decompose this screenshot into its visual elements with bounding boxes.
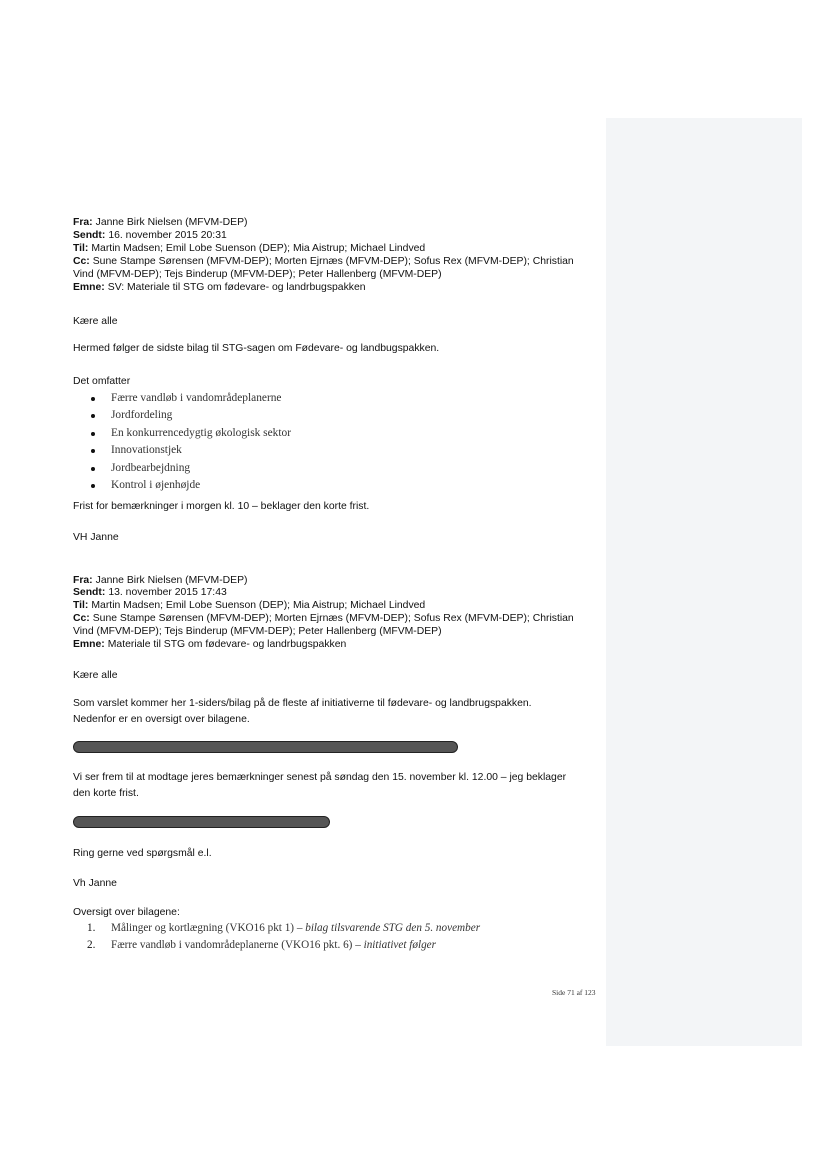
redaction-bar [73,741,458,753]
sent-value: 13. november 2015 17:43 [108,587,227,598]
bullet-icon [91,397,95,401]
scan-shadow-strip [606,118,802,1046]
signoff: Vh Janne [73,878,117,889]
overview-title: Oversigt over bilagene: [73,907,180,918]
body-text: Som varslet kommer her 1-siders/bilag på de fleste af initiativerne til fødevare- og landbrugspakken. [73,698,532,709]
list-item: Jordfordeling [73,407,291,424]
bullet-icon [91,414,95,418]
signoff: VH Janne [73,532,119,543]
list-item: 1. Målinger og kortlægning (VKO16 pkt 1) – bilag tilsvarende STG den 5. november [87,922,481,934]
cc-line-cont: Vind (MFVM-DEP); Tejs Binderup (MFVM-DEP); Peter Hallenberg (MFVM-DEP) [73,269,442,280]
subject-line: Emne: Materiale til STG om fødevare- og landrbugspakken [73,639,347,650]
body-text: Nedenfor er en oversigt over bilagene. [73,714,250,725]
cc-line-cont: Vind (MFVM-DEP); Tejs Binderup (MFVM-DEP); Peter Hallenberg (MFVM-DEP) [73,626,442,637]
list-intro: Det omfatter [73,376,131,387]
greeting: Kære alle [73,670,118,681]
subject-value: Materiale til STG om fødevare- og landrbugspakken [107,639,347,650]
deadline-text: Frist for bemærkninger i morgen kl. 10 – beklager den korte frist. [73,501,370,512]
call-text: Ring gerne ved spørgsmål e.l. [73,848,212,859]
cc-line: Cc: Sune Stampe Sørensen (MFVM-DEP); Morten Ejrnæs (MFVM-DEP); Sofus Rex (MFVM-DEP); Christian [73,613,574,624]
subject-value: SV: Materiale til STG om fødevare- og landrbugspakken [107,282,366,293]
cc-value: Sune Stampe Sørensen (MFVM-DEP); Morten Ejrnæs (MFVM-DEP); Sofus Rex (MFVM-DEP); Christian [92,256,574,267]
page-number: Side 71 af 123 [552,988,596,997]
bullet-icon [91,432,95,436]
greeting: Kære alle [73,316,118,327]
body-text: Hermed følger de sidste bilag til STG-sagen om Fødevare- og landbugspakken. [73,343,440,354]
body-text: den korte frist. [73,788,139,799]
cc-value: Sune Stampe Sørensen (MFVM-DEP); Morten Ejrnæs (MFVM-DEP); Sofus Rex (MFVM-DEP); Christian [92,613,574,624]
sent-line: Sendt: 13. november 2015 17:43 [73,587,227,598]
to-value: Martin Madsen; Emil Lobe Suenson (DEP); Mia Aistrup; Michael Lindved [91,600,426,611]
to-value: Martin Madsen; Emil Lobe Suenson (DEP); Mia Aistrup; Michael Lindved [91,243,426,254]
sent-value: 16. november 2015 20:31 [108,230,227,241]
overview-list [73,920,480,954]
to-line: Til: Martin Madsen; Emil Lobe Suenson (DEP); Mia Aistrup; Michael Lindved [73,243,426,254]
from-value: Janne Birk Nielsen (MFVM-DEP) [95,575,248,586]
list-item: 2. Færre vandløb i vandområdeplanerne (VKO16 pkt. 6) – initiativet følger [87,939,436,951]
list-item: En konkurrencedygtig økologisk sektor [73,425,291,442]
bullet-list [73,390,291,494]
list-item: Kontrol i øjenhøjde [73,477,291,494]
list-item: Jordbearbejdning [73,460,291,477]
bullet-icon [91,467,95,471]
bullet-icon [91,484,95,488]
bullet-icon [91,449,95,453]
to-line: Til: Martin Madsen; Emil Lobe Suenson (DEP); Mia Aistrup; Michael Lindved [73,600,426,611]
redaction-bar [73,816,330,828]
from-line: Fra: Janne Birk Nielsen (MFVM-DEP) [73,575,248,586]
body-text: Vi ser frem til at modtage jeres bemærkninger senest på søndag den 15. november kl. 12.00 – jeg beklager [73,772,567,783]
list-item: Innovationstjek [73,442,291,459]
from-line: Fra: Janne Birk Nielsen (MFVM-DEP) [73,217,248,228]
sent-line: Sendt: 16. november 2015 20:31 [73,230,227,241]
list-item: Færre vandløb i vandområdeplanerne [73,390,291,407]
subject-line: Emne: SV: Materiale til STG om fødevare- og landrbugspakken [73,282,366,293]
cc-line: Cc: Sune Stampe Sørensen (MFVM-DEP); Morten Ejrnæs (MFVM-DEP); Sofus Rex (MFVM-DEP); Christian [73,256,574,267]
from-value: Janne Birk Nielsen (MFVM-DEP) [95,217,248,228]
